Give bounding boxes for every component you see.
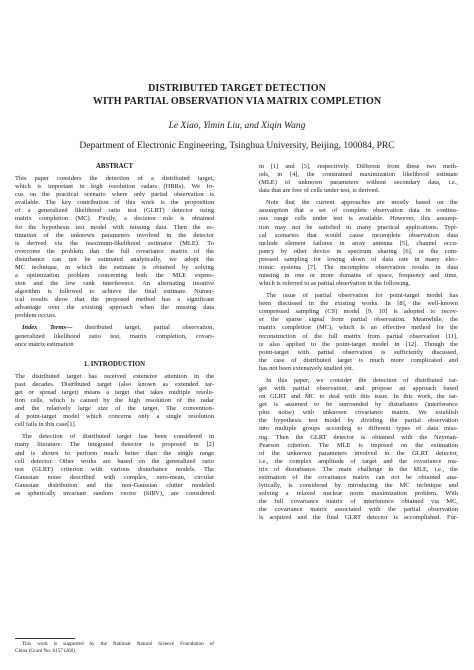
text-line: is also applied to the point-target model in [12]. Though the bbox=[259, 340, 458, 348]
left-column bbox=[15, 163, 214, 498]
text-line: get or spread target) means a target that takes multiple resolu- bbox=[15, 388, 214, 396]
text-line: Note that the current approaches are mostly based on the bbox=[266, 199, 458, 207]
text-line: The detection of distributed target has been considered in bbox=[22, 433, 214, 441]
text-line: is acquired and the final GLRT detector is accomplished. Fur- bbox=[259, 514, 458, 522]
text-line: which is important in high resolution radars (HRRs). We fo- bbox=[15, 183, 214, 191]
text-line: er the sparse signal from partial observation. Meanwhile, the bbox=[259, 316, 458, 324]
text-line: cell fails in this case[1]. bbox=[15, 421, 77, 429]
text-line: the full covariance matrix of interference obtained via MC, bbox=[259, 498, 458, 506]
text-line: missing in one or more domains of space, frequency and time, bbox=[259, 272, 458, 280]
text-line: a optimization problem concerning both the MLE expres- bbox=[15, 272, 214, 280]
text-line: plus noise) with unknown covariance matrix. We establish bbox=[259, 409, 458, 417]
funding-footnote bbox=[15, 641, 214, 654]
text-line: test (GLRT) criterion with various disturbance models. The bbox=[15, 465, 214, 473]
text-line: and the relatively large size of the target. The convention- bbox=[15, 405, 214, 413]
text-line: as spherically invariant random vector (SIRV), are considered bbox=[15, 489, 214, 497]
text-line: and is shown to perform much better than the single range bbox=[15, 449, 214, 457]
text-line: is derived via the maximum-likelihood estimator (MLE). To bbox=[15, 239, 214, 247]
text-line: reconstruction of the full matrix from partial observation [11], bbox=[259, 332, 458, 340]
text-line: lytically, is considered by introducing the MC technique and bbox=[259, 481, 458, 489]
text-line: i.e., the complex amplitude of target and the covariance ma- bbox=[259, 457, 458, 465]
text-line: available. The key contribution of this work is the proposition bbox=[15, 199, 214, 207]
text-line: ing. Then the GLRT detector is obtained with the Neyman- bbox=[259, 433, 458, 441]
abstract-body bbox=[15, 175, 214, 320]
text-line: sion and the low rank interference. An alternating iterative bbox=[15, 280, 214, 288]
text-line: of the unknown parameters involved in the GLRT detector, bbox=[259, 449, 458, 457]
text-line: ous range cells under test is available. However, this assump- bbox=[259, 215, 458, 223]
intro-paragraph-1 bbox=[15, 373, 214, 430]
text-line: The issue of partial observation for point-target model has bbox=[266, 292, 458, 300]
text-line: algorithm is followed to achieve the final estimate. Numer- bbox=[15, 288, 214, 296]
text-line: Gaussian distribution and the non-Gaussian clutter modeled bbox=[15, 481, 214, 489]
abstract-heading: ABSTRACT bbox=[95, 163, 133, 170]
text-line: disturbance can not be estimated analytically, we adopt the bbox=[15, 255, 214, 263]
text-line: which is referred to as partial observation in the following. bbox=[259, 280, 411, 288]
text-line: ods, in [4], the constrained maximization likelihood estimate bbox=[259, 171, 458, 179]
text-line: advantage over the existing approach when the missing data bbox=[15, 304, 214, 312]
affiliation: Department of Electronic Engineering, Tsinghua University, Beijing, 100084, PRC bbox=[79, 141, 395, 151]
introduction-heading: 1. INTRODUCTION bbox=[83, 360, 146, 368]
index-terms-line bbox=[15, 324, 214, 332]
index-terms-label: Index Terms— bbox=[22, 324, 73, 332]
text-line: cell detector. Other works are based on the generalized ratio bbox=[15, 457, 214, 465]
text-line: timation of the unknown parameters involved in the detector bbox=[15, 231, 214, 239]
text-line: al point-target model which concerns only a single resolution bbox=[15, 413, 214, 421]
text-line: the hypothesis test model by dividing the partial observation bbox=[259, 417, 458, 425]
text-line: the case of distributed target is much more complicated and bbox=[259, 356, 458, 364]
paper-title-line-2: WITH PARTIAL OBSERVATION VIA MATRIX COMPLETION bbox=[92, 96, 382, 107]
text-line: generalized likelihood ratio test, matrix completion, covari- bbox=[15, 332, 214, 340]
footnote-rule bbox=[15, 638, 75, 639]
text-line: ance matrix estimation bbox=[15, 340, 74, 348]
text-line: many literature. The integrated detector is proposed in [2] bbox=[15, 441, 214, 449]
text-line: In this paper, we consider the detection of distributed tar- bbox=[266, 376, 458, 384]
text-line: trix of disturbance. The main challenge in the MLE, i.e., the bbox=[259, 465, 458, 473]
text-line: tion may not be satisfied in many practical applications. Typi- bbox=[259, 223, 458, 231]
text-line: problem occurs. bbox=[15, 312, 57, 320]
text-line: cus on the practical scenario where only partial observation is bbox=[15, 191, 214, 199]
text-line: matrix completion (MC), which is an effective method for the bbox=[259, 324, 458, 332]
text-line: (MLE) of unknown parameters without secondary data, i.e., bbox=[259, 179, 458, 187]
text-line: The distributed target has received extensive attention in the bbox=[15, 372, 214, 380]
text-line: of a generalized likelihood ratio test (GLRT) detector using bbox=[15, 207, 214, 215]
text-line: Gaussian noise described with complex, zero-mean, circular bbox=[15, 473, 214, 481]
text-line: the covariance matrix associated with the partial observation bbox=[259, 506, 458, 514]
text-line: been discussed in the existing works. In [8], the well-known bbox=[259, 300, 458, 308]
text-line: ical results show that the proposed method has a significant bbox=[15, 296, 214, 304]
text-line: has not been extensively studied yet. bbox=[259, 364, 354, 372]
footnote-line: This work is supported by the National Natural Science Foundation of bbox=[22, 641, 214, 647]
text-line: This paper considers the detection of a distributed target, bbox=[15, 175, 214, 183]
text-line: point-target with partial observation is sufficiently discussed, bbox=[259, 348, 458, 356]
right-paragraph-1 bbox=[259, 163, 458, 195]
text-line: tion cells, which is caused by the high resolution of the radar bbox=[15, 397, 214, 405]
text-line: past decades. Distributed target (also known as extended tar- bbox=[15, 380, 214, 388]
right-column bbox=[259, 163, 458, 522]
text-line: overcome the problem that the full covariance matrix of the bbox=[15, 247, 214, 255]
text-line: estimation of the covariance matrix can not be obtained ana- bbox=[259, 473, 458, 481]
text-line: MC technique, in which the estimate is obtained by solving bbox=[15, 263, 214, 271]
text-line: get with partial observation, and propose an approach based bbox=[259, 385, 458, 393]
text-line: solving a relaxed nuclear norm maximization problem. With bbox=[259, 490, 458, 498]
right-paragraph-3 bbox=[259, 292, 458, 373]
author-list: Le Xiao, Yimin Liu, and Xiqin Wang bbox=[168, 121, 306, 131]
footnote-line: China (Grant No. 61571260). bbox=[15, 647, 77, 654]
text-line: get is assumed to be surrounded by disturbance (interference bbox=[259, 401, 458, 409]
text-line: cal scenarios that would cause incomplete observation data bbox=[259, 231, 458, 239]
intro-paragraph-2 bbox=[15, 433, 214, 498]
text-line: matrix completion (MC). Firstly, a decision rule is obtained bbox=[15, 215, 214, 223]
right-paragraph-2 bbox=[259, 199, 458, 288]
text-line: for the hypothesis test model with missing data. Then the es- bbox=[15, 223, 214, 231]
text-line: include element failures in array antenna [5], channel occu- bbox=[259, 239, 458, 247]
text-line: pancy by other device in spectrum sharing [6], or the com- bbox=[259, 247, 458, 255]
text-line: pressed sampling for lowing down of data rate in many elec- bbox=[259, 255, 458, 263]
text-line: in [1] and [3], respectively. Different from these two meth- bbox=[259, 163, 458, 170]
index-terms bbox=[15, 324, 214, 348]
paper-title-line-1: DISTRIBUTED TARGET DETECTION bbox=[148, 83, 326, 94]
text-line: compressed sampling (CS) model [9, 10] is adopted to recov- bbox=[259, 308, 458, 316]
text-line: Pearson criterion. The MLE is imposed on the estimation bbox=[259, 441, 458, 449]
text-line: on GLRT and MC to deal with this issue. In this work, the tar- bbox=[259, 393, 458, 401]
right-paragraph-4 bbox=[259, 377, 458, 522]
text-line: data that are free of cells under test, is derived. bbox=[259, 187, 380, 195]
text-line: assumption that a set of complete observation data in continu- bbox=[259, 207, 458, 215]
text-line: tronic systems [7]. The incomplete observation results in data bbox=[259, 263, 458, 271]
text-line: into multiple groups according to different types of data miss- bbox=[259, 425, 458, 433]
index-terms-text: distributed target, partial observation, bbox=[72, 324, 214, 332]
